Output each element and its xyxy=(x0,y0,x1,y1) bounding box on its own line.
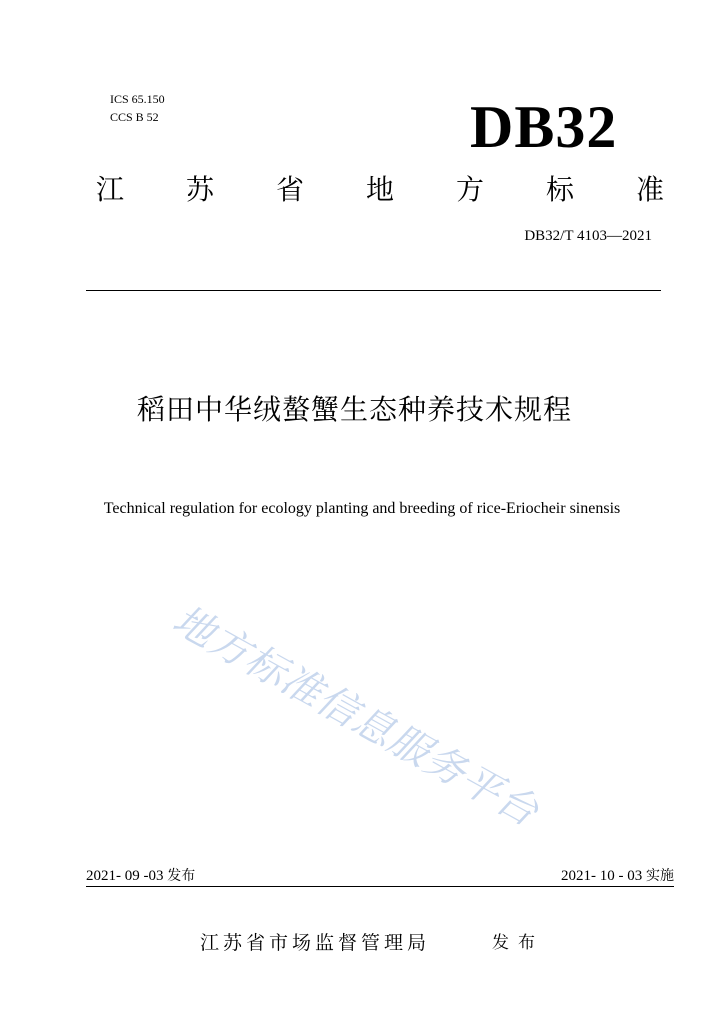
standard-type-char: 江 xyxy=(95,173,124,206)
standard-type-char: 地 xyxy=(365,173,394,206)
implementation-date: 2021- 10 - 03 xyxy=(561,868,643,884)
standard-type-heading xyxy=(90,170,670,210)
ics-code: ICS 65.150 xyxy=(110,92,165,106)
implementation-date-line xyxy=(561,866,674,886)
standard-type-char: 苏 xyxy=(185,173,214,206)
standard-logo: DB32 xyxy=(470,94,618,160)
standard-number: DB32/T 4103—2021 xyxy=(524,228,652,244)
issuing-label: 发布 xyxy=(492,933,544,953)
classification-codes xyxy=(110,90,165,126)
issue-date-line xyxy=(86,866,195,886)
watermark: 地方标准信息服务平台 xyxy=(165,596,547,836)
issuing-authority: 江苏省市场监督管理局 xyxy=(200,932,431,954)
implementation-date-label: 实施 xyxy=(646,868,674,884)
document-title-chinese xyxy=(0,388,724,432)
document-title-english: Technical regulation for ecology planting and breeding of rice-Eriocheir sinensis xyxy=(103,500,621,517)
standard-type-char: 标 xyxy=(545,173,574,206)
document-title-chinese-text: 稻田中华绒螯蟹生态种养技术规程 xyxy=(136,393,572,426)
standard-type-char: 准 xyxy=(635,173,664,206)
standard-type-char: 省 xyxy=(275,173,304,206)
issue-date: 2021- 09 -03 xyxy=(86,868,164,884)
footer-divider xyxy=(86,886,674,887)
issue-date-label: 发布 xyxy=(167,868,196,884)
header-divider xyxy=(86,290,661,291)
standard-type-char: 方 xyxy=(455,173,484,206)
ccs-code: CCS B 52 xyxy=(110,110,159,124)
